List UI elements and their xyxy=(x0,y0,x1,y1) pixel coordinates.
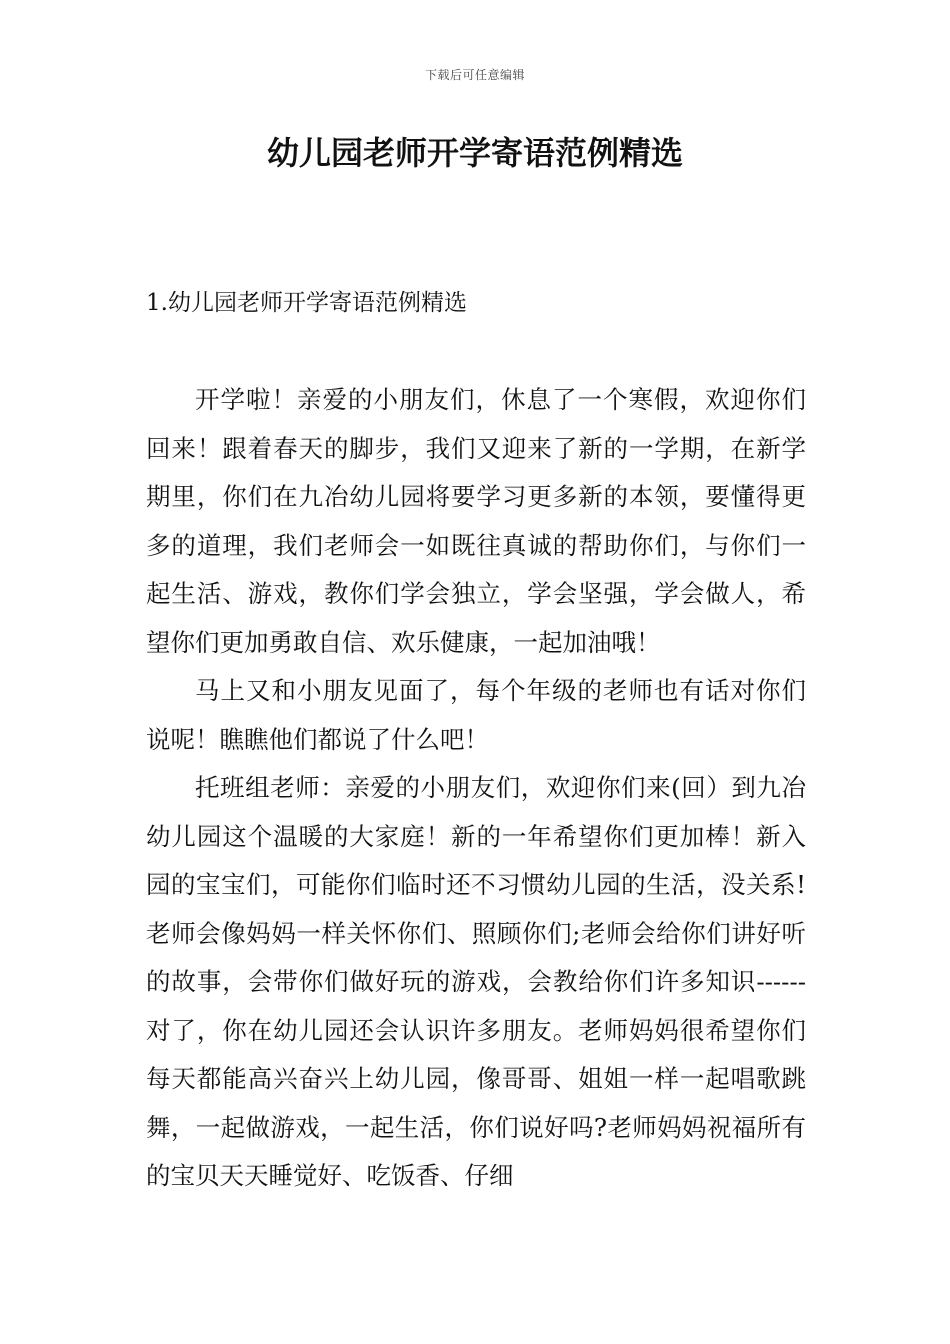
body-text xyxy=(146,376,806,1201)
paragraph-welcome: 开学啦！亲爱的小朋友们，休息了一个寒假，欢迎你们回来！跟着春天的脚步，我们又迎来了新的一学期，在新学期里，你们在九冶幼儿园将要学习更多新的本领，要懂得更多的道理，我们老师会一如既往真诚的帮助你们，与你们一起生活、游戏，教你们学会独立，学会坚强，学会做人，希望你们更加勇敢自信、欢乐健康，一起加油哦！ xyxy=(146,385,806,657)
header-note: 下载后可任意编辑 xyxy=(424,68,525,82)
paragraph-intro: 马上又和小朋友见面了，每个年级的老师也有话对你们说呢！瞧瞧他们都说了什么吧！ xyxy=(146,676,806,754)
section-heading: 1.幼儿园老师开学寄语范例精选 xyxy=(146,290,467,316)
paragraph-nursery-teacher: 托班组老师：亲爱的小朋友们，欢迎你们来(回）到九冶幼儿园这个温暖的大家庭！新的一年希望你们更加棒！新入园的宝宝们，可能你们临时还不习惯幼儿园的生活，没关系!老师会像妈妈一样关怀你们、照顾你们;老师会给你们讲好听的故事，会带你们做好玩的游戏，会教给你们许多知识------对了，你在幼儿园还会认识许多朋友。老师妈妈很希望你们每天都能高兴奋兴上幼儿园，像哥哥、姐姐一样一起唱歌跳舞，一起做游戏，一起生活，你们说好吗?老师妈妈祝福所有的宝贝天天睡觉好、吃饭香、仔细 xyxy=(146,773,806,1190)
document-title: 幼儿园老师开学寄语范例精选 xyxy=(266,134,683,172)
